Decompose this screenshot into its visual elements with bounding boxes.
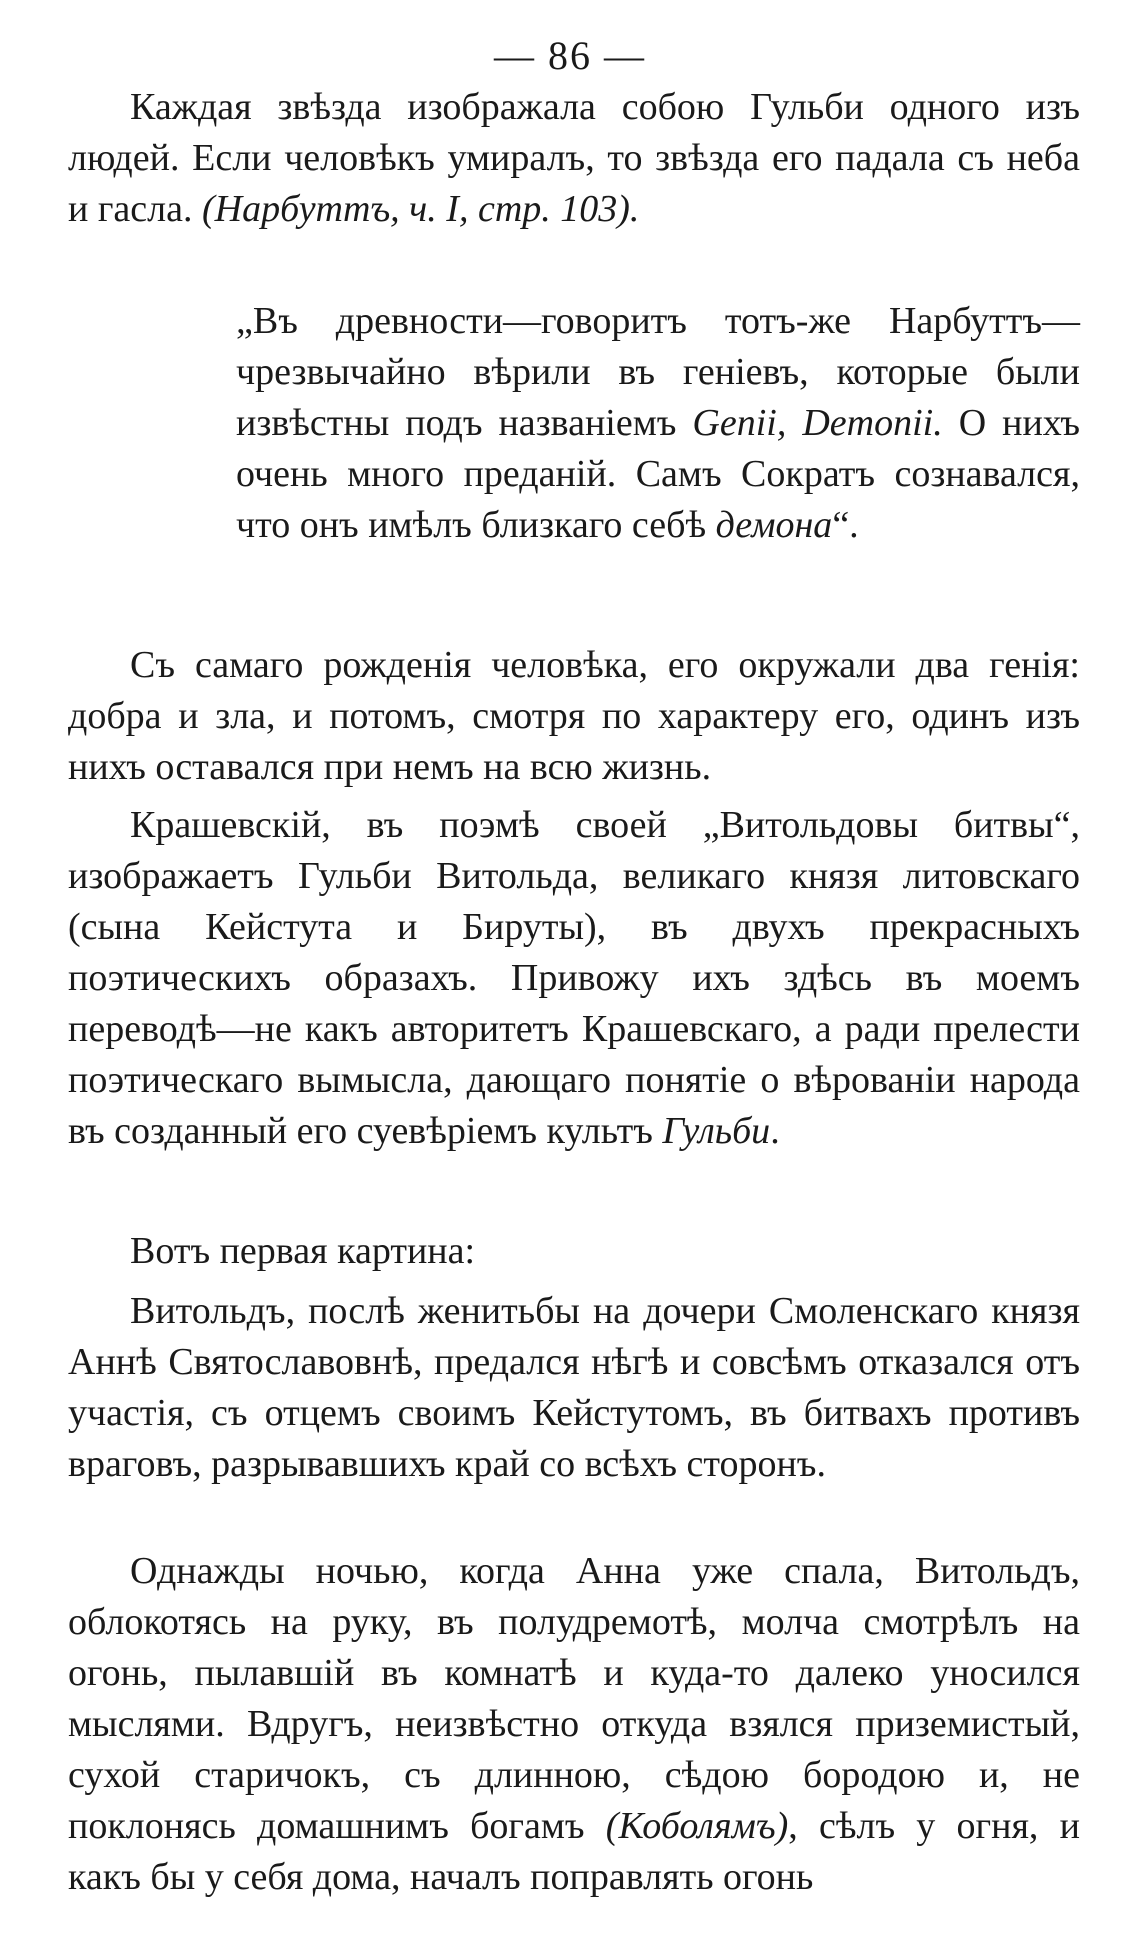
paragraph-first-picture	[68, 1226, 1080, 1277]
quote-italic-genii: Genii, Demonii.	[692, 402, 943, 444]
page-number: — 86 —	[494, 33, 646, 78]
paragraph-text: Витольдъ, послѣ женитьбы на дочери Смоленскаго князя Аннѣ Святославовнѣ, предался нѣгѣ и совсѣмъ отказался отъ участія, съ отцемъ своимъ Кейстутомъ, въ битвахъ противъ враговъ, разрывавшихъ край со всѣхъ сторонъ.	[68, 1290, 1080, 1485]
paragraph-text: Каждая звѣзда изображала собою Гульби одного изъ людей. Если человѣкъ умиралъ, то звѣзда его падала съ неба и гасла.	[68, 86, 1080, 230]
paragraph-text: Съ самаго рожденія человѣка, его окружали два генія: добра и зла, и потомъ, смотря по характеру его, одинъ изъ нихъ оставался при немъ на всю жизнь.	[68, 644, 1080, 788]
italic-gulbi: Гульби	[662, 1110, 771, 1152]
citation-narbutt: (Нарбуттъ, ч. I, стр. 103).	[201, 188, 640, 230]
paragraph-gulbi-stars	[68, 82, 1080, 235]
paragraph-kraszewski	[68, 800, 1080, 1157]
quote-text-1: „Въ древности—говоритъ тотъ-же Нарбуттъ—чрезвычайно вѣрили въ геніевъ, которые были извѣстны подъ названіемъ	[236, 300, 1080, 444]
paragraph-text: Вотъ первая картина:	[130, 1230, 476, 1272]
paragraph-text: Однажды ночью, когда Анна уже спала, Витольдъ, облокотясь на руку, въ полудремотѣ, молча смотрѣлъ на огонь, пылавшій въ комнатѣ и куда-то далеко уносился мыслями. Вдругъ, неизвѣстно откуда взялся приземистый, сухой старичокъ, съ длинною, сѣдою бородою и, не поклонясь домашнимъ богамъ	[68, 1550, 1080, 1847]
paragraph-end: .	[770, 1110, 780, 1152]
quote-narbutt	[236, 296, 1080, 551]
quote-text-2: О нихъ очень много преданій. Самъ Сократъ сознавался, что онъ имѣлъ близкаго себѣ	[236, 402, 1080, 546]
paragraph-end: , сѣлъ у огня, и какъ бы у себя дома, началъ поправлять огонь	[68, 1805, 1080, 1898]
paragraph-text: Крашевскій, въ поэмѣ своей „Витольдовы битвы“, изображаетъ Гульби Витольда, великаго князя литовскаго (сына Кейстута и Бируты), въ двухъ прекрасныхъ поэтическихъ образахъ. Привожу ихъ здѣсь въ моемъ переводѣ—не какъ авторитетъ Крашевскаго, а ради прелести поэтическаго вымысла, дающаго понятіе о вѣрованіи народа въ созданный его суевѣріемъ культъ	[68, 804, 1080, 1152]
quote-text-3: “.	[832, 504, 859, 546]
paragraph-vitold-marriage	[68, 1286, 1080, 1490]
paragraph-one-night	[68, 1546, 1080, 1903]
quote-italic-demona: демона	[715, 504, 833, 546]
italic-kobolyam: (Коболямъ)	[605, 1805, 789, 1847]
paragraph-two-genii	[68, 640, 1080, 793]
